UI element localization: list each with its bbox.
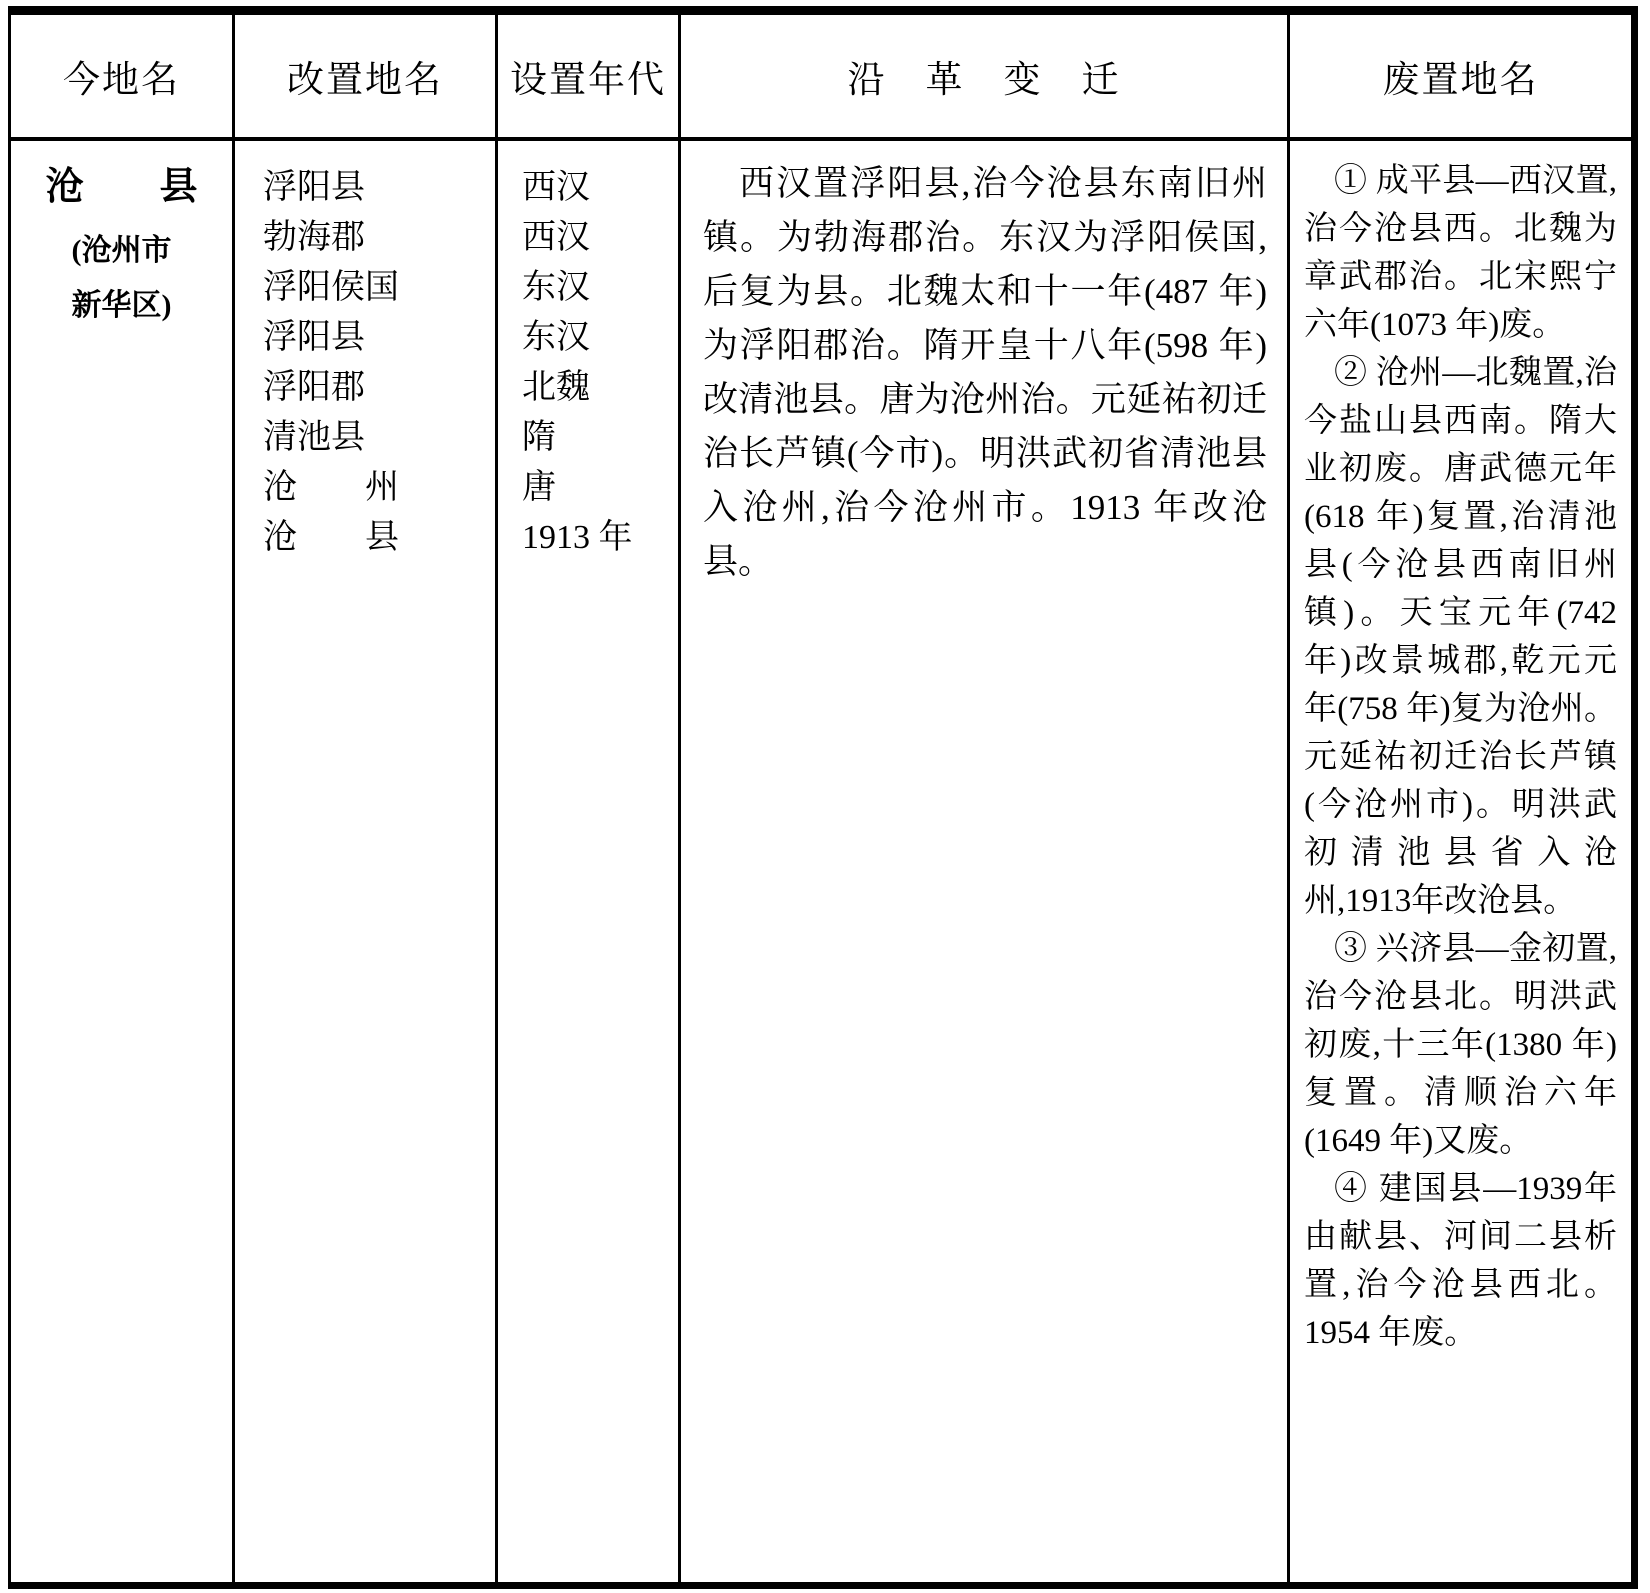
current-name-title: 沧 县 (45, 166, 198, 208)
abolished-note: ④ 建国县—1939年由献县、河间二县析置,治今沧县西北。1954 年废。 (1304, 1171, 1617, 1351)
cell-abolished-names (1290, 141, 1631, 1582)
changed-name-item: 清池县 (263, 419, 365, 456)
changed-name-item: 浮阳县 (263, 319, 365, 356)
changed-name-item: 沧 州 (263, 469, 399, 506)
current-name-subtitle-line2: 新华区) (71, 289, 172, 322)
era-item: 东汉 (522, 269, 590, 306)
cell-changed-names (235, 141, 498, 1582)
era-item: 东汉 (522, 319, 590, 356)
col-header-changed-names: 改置地名 (235, 15, 498, 137)
era-item: 西汉 (522, 219, 590, 256)
changed-name-item: 浮阳县 (263, 169, 365, 206)
era-item: 西汉 (522, 169, 590, 206)
col-header-era-established: 设置年代 (498, 15, 681, 137)
header-row (11, 15, 1631, 141)
evolution-text: 西汉置浮阳县,治今沧县东南旧州镇。为勃海郡治。东汉为浮阳侯国,后复为县。北魏太和十一年(487 年)为浮阳郡治。隋开皇十八年(598 年)改清池县。唐为沧州治。元延祐初迁治长芦镇(今市)。明洪武初省清池县入沧州,治今沧州市。1913 年改沧县。 (703, 164, 1267, 581)
abolished-note: ③ 兴济县—金初置,治今沧县北。明洪武初废,十三年(1380 年)复置。清顺治六年(1649 年)又废。 (1304, 931, 1617, 1159)
cell-eras (498, 141, 681, 1582)
changed-name-item: 浮阳郡 (263, 369, 365, 406)
cell-evolution (681, 141, 1290, 1582)
era-item: 1913 年 (522, 519, 633, 556)
gazetteer-table (8, 6, 1638, 1589)
col-header-current-name: 今地名 (11, 15, 235, 137)
abolished-note: ② 沧州—北魏置,治今盐山县西南。隋大业初废。唐武德元年(618 年)复置,治清池县(今沧县西南旧州镇)。天宝元年(742 年)改景城郡,乾元元年(758 年)复为沧州。元延祐初迁治长芦镇(今沧州市)。明洪武初清池县省入沧州,1913年改沧县。 (1304, 355, 1617, 919)
col-header-evolution: 沿 革 变 迁 (681, 15, 1290, 137)
era-item: 隋 (522, 419, 556, 456)
col-header-abolished-names: 废置地名 (1382, 60, 1539, 101)
abolished-note: ① 成平县—西汉置,治今沧县西。北魏为章武郡治。北宋熙宁六年(1073 年)废。 (1304, 163, 1617, 343)
era-item: 北魏 (522, 369, 590, 406)
changed-name-item: 勃海郡 (263, 219, 365, 256)
changed-name-item: 沧 县 (263, 519, 399, 556)
data-row (11, 141, 1631, 1582)
current-name-subtitle-line1: (沧州市 (71, 234, 172, 267)
cell-current-name (11, 141, 235, 1582)
changed-name-item: 浮阳侯国 (263, 269, 399, 306)
era-item: 唐 (522, 469, 556, 506)
